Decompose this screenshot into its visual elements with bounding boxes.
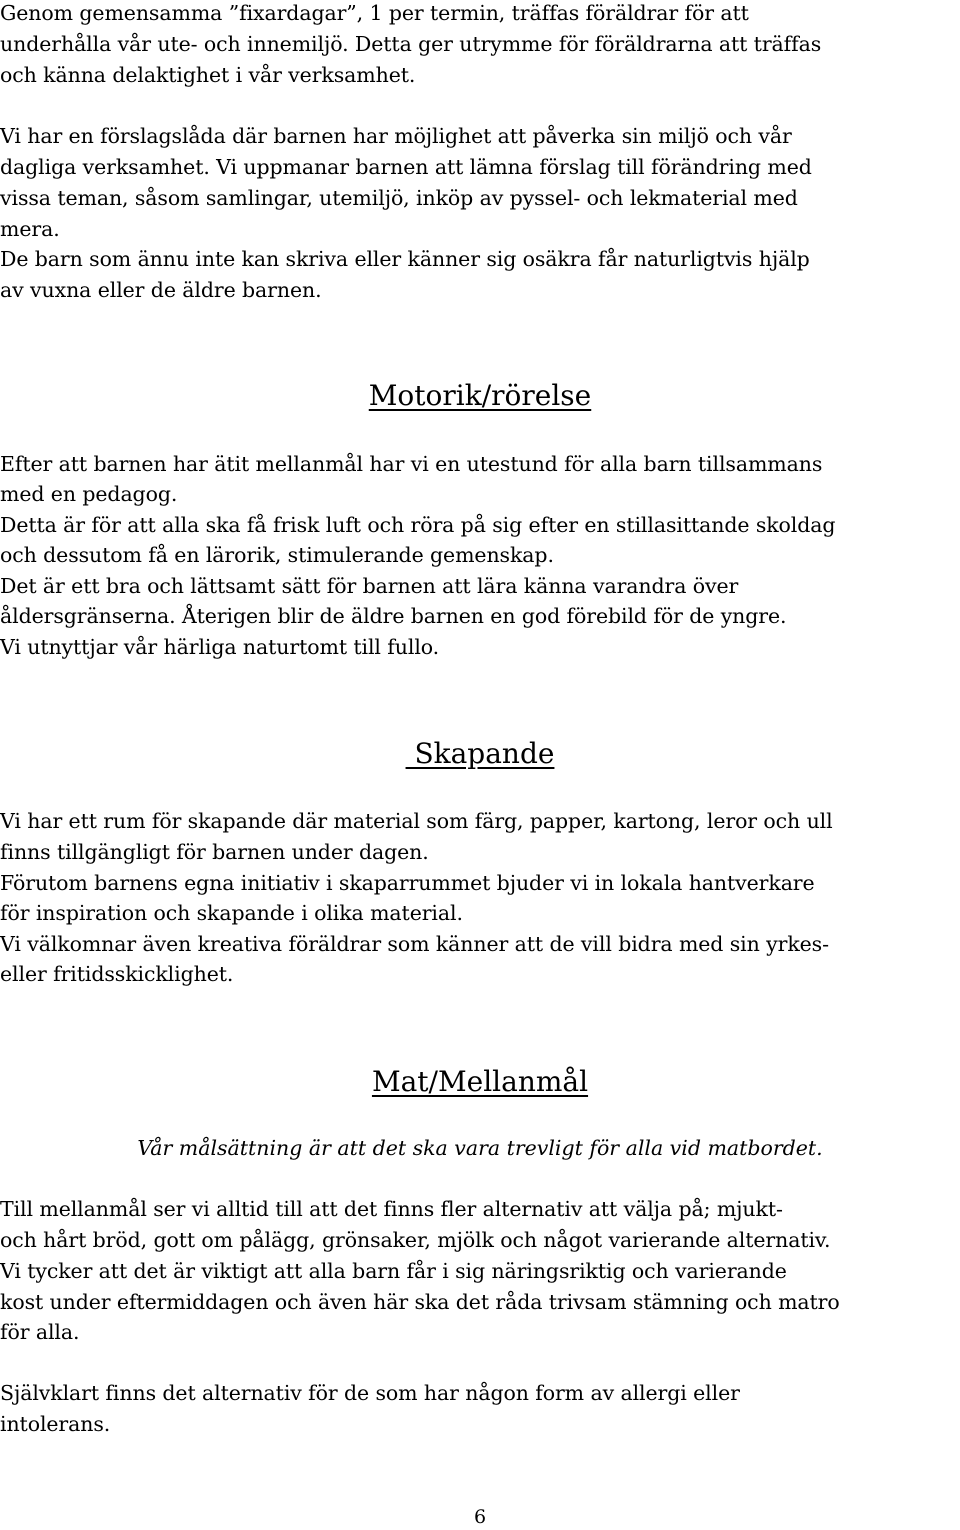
mat-line-4: kost under eftermiddagen och även här ska det råda trivsam stämning och matro [0, 1290, 840, 1314]
skapande-heading-text: Skapande [405, 737, 555, 770]
mat-allergy-line-1: Självklart finns det alternativ för de som har någon form av allergi eller [0, 1381, 740, 1405]
skapande-line-5: Vi välkomnar även kreativa föräldrar som känner att de vill bidra med sin yrkes- [0, 932, 829, 956]
intro-line-6: vissa teman, såsom samlingar, utemiljö, inköp av pyssel- och lekmaterial med [0, 186, 798, 210]
mat-line-1: Till mellanmål ser vi alltid till att det finns fler alternativ att välja på; mjukt- [0, 1197, 783, 1221]
mat-heading-text: Mat/Mellanmål [371, 1065, 589, 1098]
mat-allergy-line-2: intolerans. [0, 1412, 111, 1436]
intro-line-3: och känna delaktighet i vår verksamhet. [0, 63, 416, 87]
mat-motto: Vår målsättning är att det ska vara trevligt för alla vid matbordet. [137, 1136, 823, 1160]
intro-line-9: av vuxna eller de äldre barnen. [0, 278, 322, 302]
skapande-line-1: Vi har ett rum för skapande där material som färg, papper, kartong, leror och ull [0, 809, 833, 833]
skapande-heading [0, 736, 960, 772]
motorik-line-2: med en pedagog. [0, 482, 178, 506]
mat-line-5: för alla. [0, 1320, 80, 1344]
intro-line-1: Genom gemensamma ”fixardagar”, 1 per termin, träffas föräldrar för att [0, 1, 749, 25]
intro-line-2: underhålla vår ute- och innemiljö. Detta ger utrymme för föräldrarna att träffas [0, 32, 822, 56]
motorik-heading-text: Motorik/rörelse [368, 379, 592, 412]
intro-line-8: De barn som ännu inte kan skriva eller känner sig osäkra får naturligtvis hjälp [0, 247, 810, 271]
motorik-line-1: Efter att barnen har ätit mellanmål har vi en utestund för alla barn tillsammans [0, 452, 823, 476]
motorik-heading [0, 378, 960, 414]
motorik-line-7: Vi utnyttjar vår härliga naturtomt till fullo. [0, 635, 440, 659]
mat-heading [0, 1064, 960, 1100]
intro-line-7: mera. [0, 217, 60, 241]
skapande-line-6: eller fritidsskicklighet. [0, 962, 234, 986]
motorik-line-6: åldersgränserna. Återigen blir de äldre barnen en god förebild för de yngre. [0, 604, 787, 628]
motorik-line-5: Det är ett bra och lättsamt sätt för barnen att lära känna varandra över [0, 574, 739, 598]
motorik-line-3: Detta är för att alla ska få frisk luft och röra på sig efter en stillasittande skoldag [0, 513, 836, 537]
intro-line-4: Vi har en förslagslåda där barnen har möjlighet att påverka sin miljö och vår [0, 124, 792, 148]
skapande-line-3: Förutom barnens egna initiativ i skaparrummet bjuder vi in lokala hantverkare [0, 871, 815, 895]
page-number: 6 [473, 1506, 487, 1528]
skapande-line-2: finns tillgängligt för barnen under dagen. [0, 840, 429, 864]
skapande-line-4: för inspiration och skapande i olika material. [0, 901, 463, 925]
intro-line-5: dagliga verksamhet. Vi uppmanar barnen att lämna förslag till förändring med [0, 155, 812, 179]
mat-line-3: Vi tycker att det är viktigt att alla barn får i sig näringsriktig och varierande [0, 1259, 787, 1283]
motorik-line-4: och dessutom få en lärorik, stimulerande gemenskap. [0, 543, 554, 567]
mat-line-2: och hårt bröd, gott om pålägg, grönsaker, mjölk och något varierande alternativ. [0, 1228, 831, 1252]
